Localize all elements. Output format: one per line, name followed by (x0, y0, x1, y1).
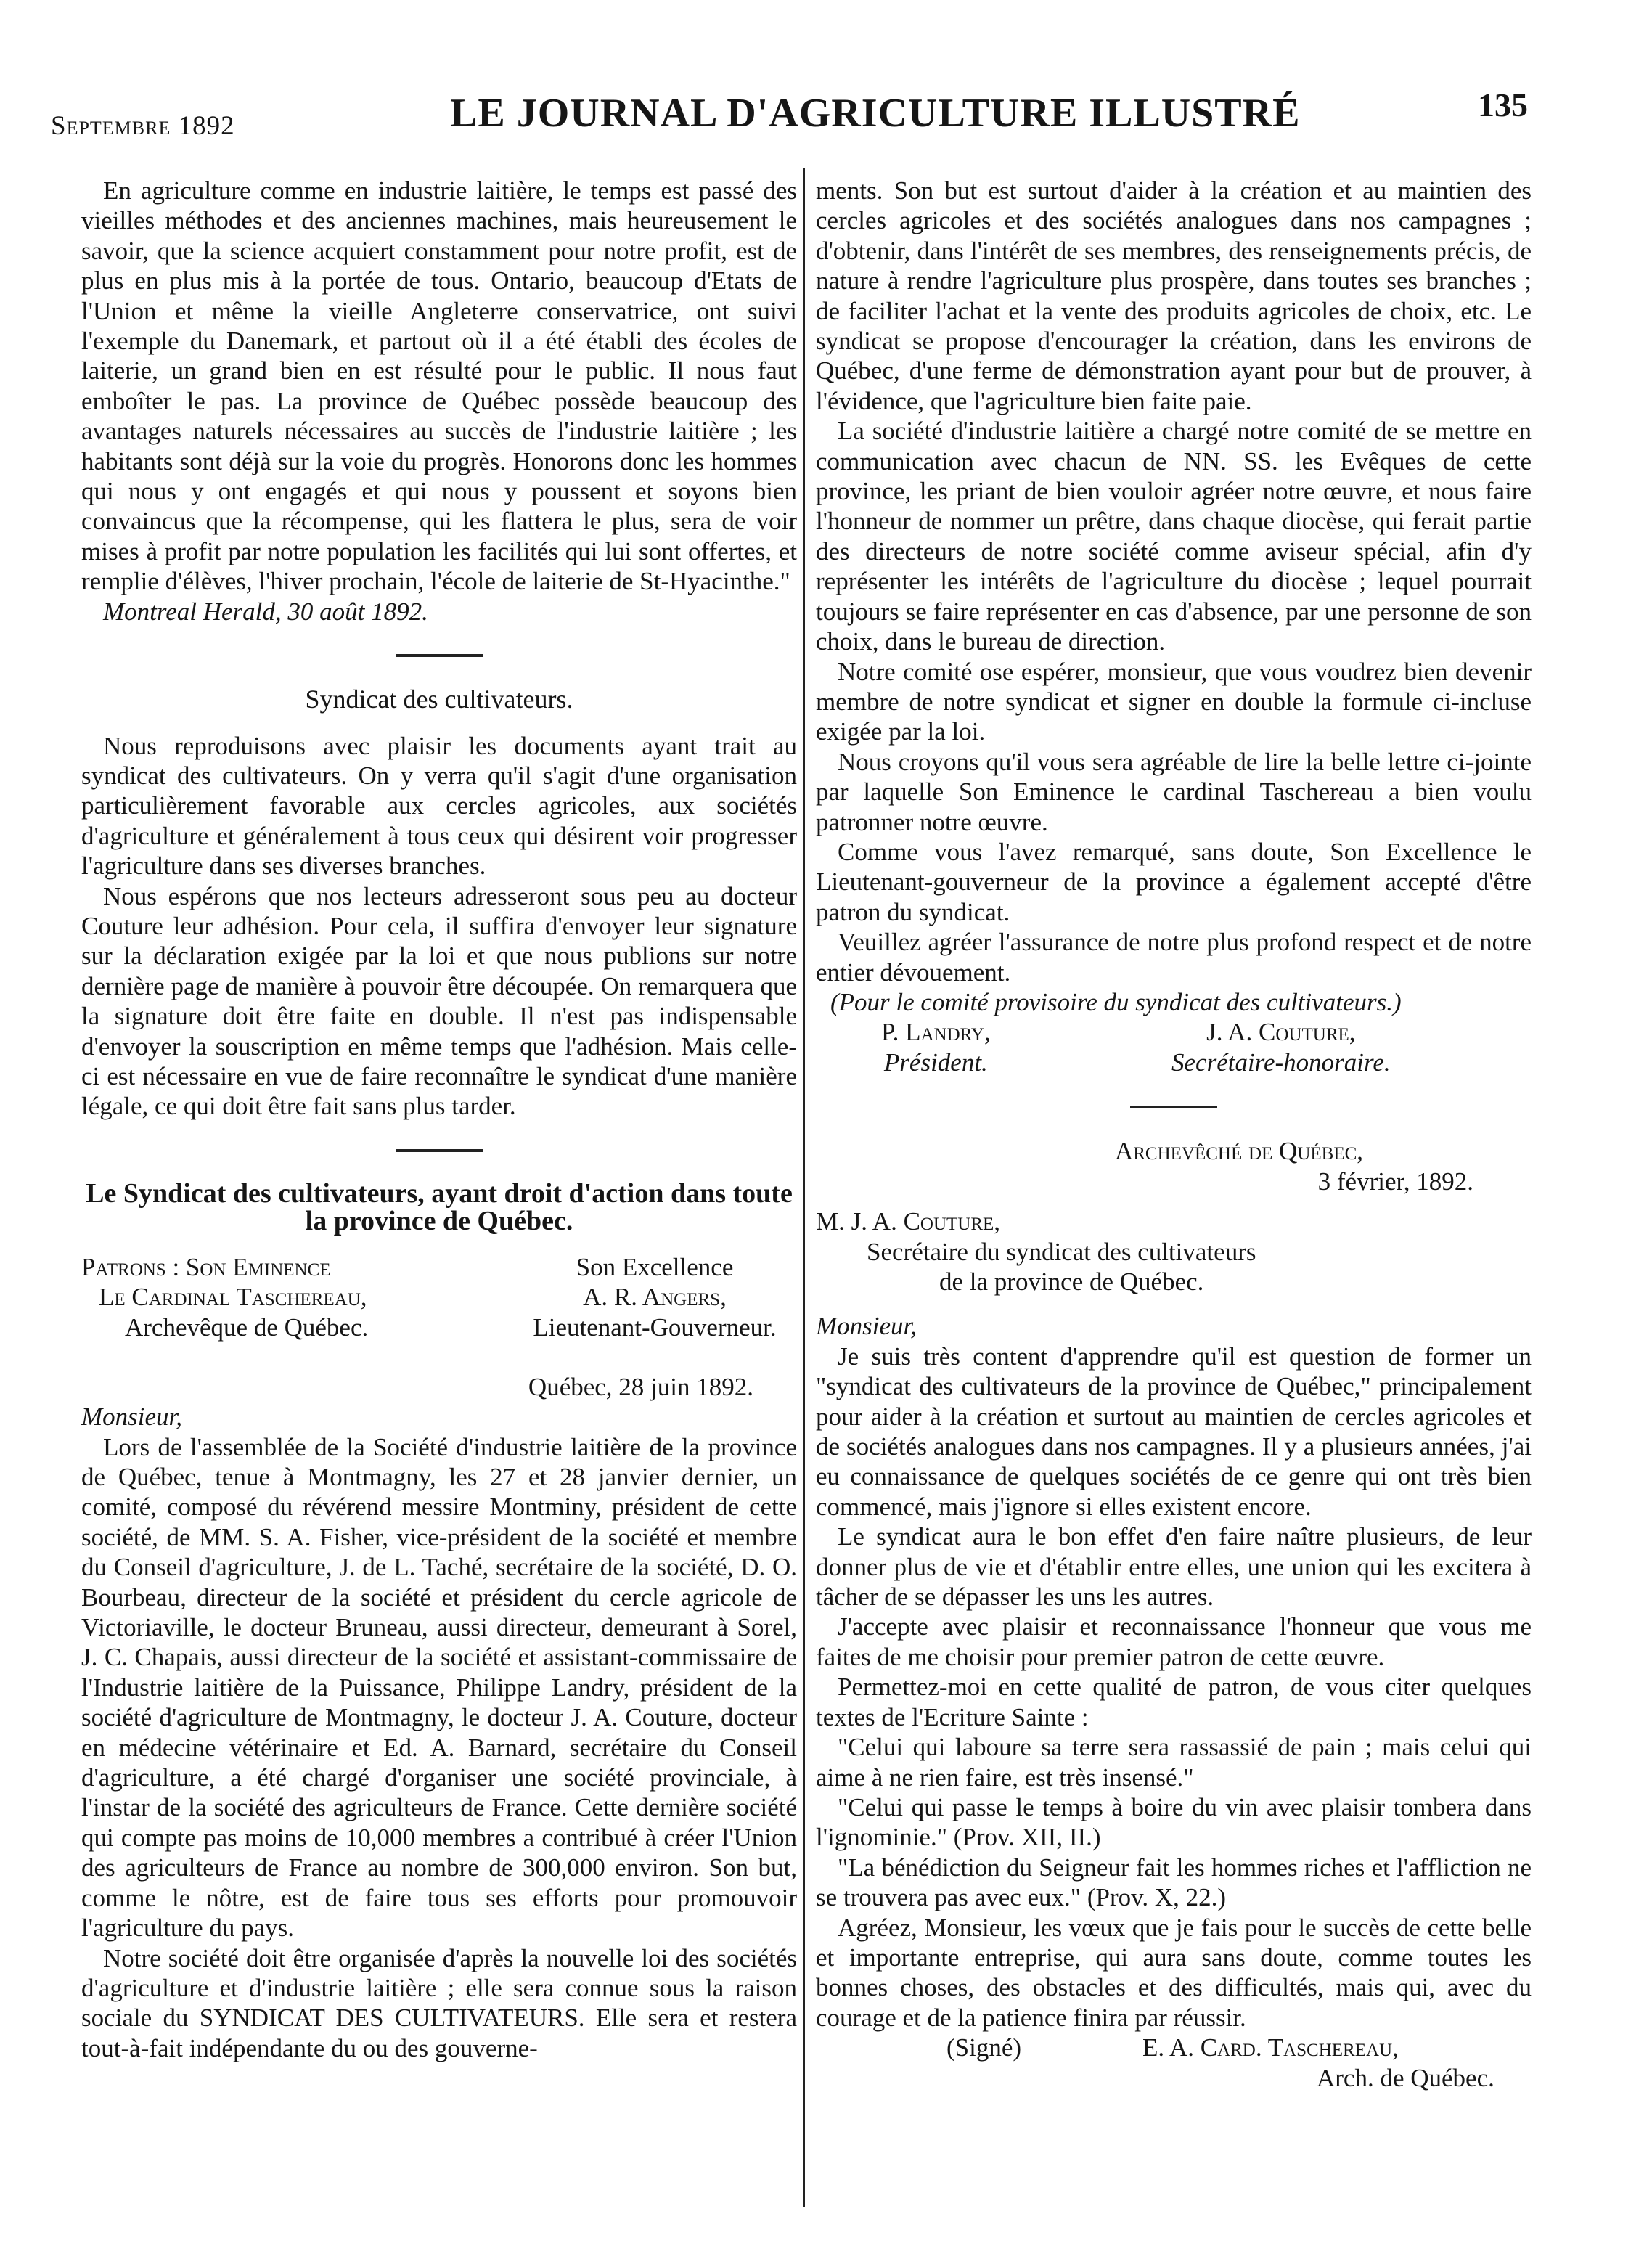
letter2-paragraph-2: Le syndicat aura le bon effet d'en faire naître plusieurs, de leur donner plus de vie et d'établir entre elles, une union qui les excitera à tâcher de se dépasser les uns les autres. (816, 1522, 1532, 1612)
continued-paragraph-5: Comme vous l'avez remarqué, sans doute, Son Excellence le Lieutenant-gouverneur de la province a également accepté d'être patron du syndicat. (816, 837, 1532, 926)
letter-paragraph-2: Notre société doit être organisée d'après la nouvelle loi des sociétés d'agriculture et d'industrie laitière ; elle sera connue sous la raison sociale du SYNDICAT DES CULTIVATEURS. Elle sera et restera tout-à-fait indépendante du ou des gouverne- (81, 1943, 797, 2062)
signer-name: E. A. Card. Taschereau, (1142, 2033, 1399, 2062)
salutation: Monsieur, (81, 1402, 183, 1432)
patron-lieutenant-governor (510, 1252, 800, 1342)
patron1-title: Archevêque de Québec. (125, 1312, 369, 1342)
patron1-name: Le Cardinal Taschereau, (99, 1283, 367, 1312)
letter2-paragraph-4: Permettez-moi en cette qualité de patron, de vous citer quelques textes de l'Ecriture Sainte : (816, 1673, 1532, 1731)
committee-line: (Pour le comité provisoire du syndicat des cultivateurs.) (830, 987, 1402, 1016)
archeveche: Archevêché de Québec, (1114, 1137, 1364, 1166)
patron2-name: A. R. Angers, (583, 1283, 727, 1312)
right-column (816, 176, 1532, 2094)
patron2-prefix: Son Excellence (576, 1252, 734, 1281)
page-number: 135 (1478, 86, 1528, 123)
intro-paragraph: En agriculture comme en industrie laitière, le temps est passé des vieilles méthodes et des anciennes machines, mais heureusement le savoir, que la science acquiert constamment pour notre profit, est de plus en plus mis à la portée de tous. Ontario, beaucoup d'Etats de l'Union et même la vieille Angleterre conservatrice, ont suivi l'exemple du Danemark, et partout où il a été établi des écoles de laiterie, un grand bien en est résulté pour le public. Il nous faut emboîter le pas. La province de Québec possède beaucoup des avantages naturels nécessaires au succès de l'industrie laitière ; les habitants sont déjà sur la voie du progrès. Honorons donc les hommes qui nous y ont engagés et qui nous y poussent et soyons bien convaincus que la récompense, qui les flattera le plus, sera de voir mises à profit par notre population les facilités qui lui sont offertes, et remplie d'élèves, l'hiver prochain, l'école de laiterie de St-Hyacinthe." (81, 176, 797, 596)
letter2-paragraph-3: J'accepte avec plaisir et reconnaissance l'honneur que vous me faites de me choisir pour premier patron de cette œuvre. (816, 1612, 1532, 1671)
syndicat-paragraph-2: Nous espérons que nos lecteurs adresseront sous peu au docteur Couture leur adhésion. Pour cela, il suffira d'envoyer leur signature sur la déclaration exigée par la loi et que nous publions sur notre dernière page de manière à pouvoir être découpée. On remarquera que la signature doit être faite en double. Il n'est pas indispensable d'envoyer la souscription en même temps que l'adhésion. Mais celle-ci est nécessaire en vue de faire reconnaître le syndicat d'une manière légale, ce qui doit être fait sans plus tarder. (81, 881, 797, 1121)
letter-paragraph-1: Lors de l'assemblée de la Société d'industrie laitière de la province de Québec, tenue à Montmagny, les 27 et 28 janvier dernier, un comité, composé du révérend messire Montminy, président de cette société, de MM. S. A. Fisher, vice-président de la société et membre du Conseil d'agriculture, J. de L. Taché, secrétaire de la société, D. O. Bourbeau, directeur de la société et président du cercle agricole de Victoriaville, le docteur Bruneau, aussi directeur, demeurant à Sorel, J. C. Chapais, aussi directeur de la société et assistant-commissaire de l'Industrie laitière de la Puissance, Philippe Landry, président de la société d'agriculture de Montmagny, le docteur J. A. Couture, docteur en médecine vétérinaire et Ed. A. Barnard, secrétaire du Conseil d'agriculture, a été chargé d'organiser une société provinciale, à l'instar de la société des agriculteurs de France. Cette dernière société qui compte pas moins de 10,000 membres a contribué à créer l'Union des agriculteurs de France au nombre de 300,000 environ. Son but, comme le nôtre, est de faire tous ses efforts pour promouvoir l'agriculture du pays. (81, 1432, 797, 1943)
addressee-line-3: de la province de Québec. (939, 1267, 1204, 1296)
secretary-title: Secrétaire-honoraire. (1171, 1048, 1391, 1077)
letter2-paragraph-1: Je suis très content d'apprendre qu'il est question de former un "syndicat des cultivateurs de la province de Québec," principalement pour aider à la création et surtout au maintien de cercles agricoles et de sociétés analogues dans nos campagnes. Il y a plusieurs années, j'ai eu connaissance de quelques sociétés de ce genre qui ont très bien commencé, mais j'ignore si elles existent encore. (816, 1342, 1532, 1521)
president-title: Président. (883, 1048, 988, 1077)
continued-paragraph-6: Veuillez agréer l'assurance de notre plus profond respect et de notre entier dévouement. (816, 928, 1532, 987)
continued-paragraph-4: Nous croyons qu'il vous sera agréable de lire la belle lettre ci-jointe par laquelle Son Eminence le cardinal Taschereau a bien voulu patronner notre œuvre. (816, 747, 1532, 836)
signature-president (881, 1017, 991, 1077)
journal-title: LE JOURNAL D'AGRICULTURE ILLUSTRÉ (450, 91, 1301, 136)
scripture-quote-2: "Celui qui passe le temps à boire du vin avec plaisir tombera dans l'ignominie." (Prov. XII, II.) (816, 1792, 1532, 1852)
citation: Montreal Herald, 30 août 1892. (103, 597, 428, 626)
section-title: Syndicat des cultivateurs. (305, 685, 573, 714)
secretary-name: J. A. Couture, (1206, 1018, 1356, 1047)
continued-paragraph-1: ments. Son but est surtout d'aider à la création et au maintien des cercles agricoles et des sociétés analogues dans nos campagnes ; d'obtenir, dans l'intérêt de ses membres, des renseignements précis, de nature à rendre l'agriculture plus prospère, dans toutes ses branches ; de faciliter l'achat et la vente des produits agricoles de choix, etc. Le syndicat se propose d'encourager la création, dans les environs de Québec, d'une ferme de démonstration ayant pour but de prouver, à l'évidence, que l'agriculture bien faite paie. (816, 176, 1532, 415)
issue-date: Septembre 1892 (51, 111, 235, 141)
signer-title: Arch. de Québec. (1317, 2064, 1494, 2093)
archeveche-date: 3 février, 1892. (1317, 1167, 1473, 1196)
signature-secretary (1171, 1017, 1391, 1077)
salutation-2: Monsieur, (816, 1312, 917, 1341)
syndicat-paragraph-1: Nous reproduisons avec plaisir les documents ayant trait au syndicat des cultivateurs. On y verra qu'il s'agit d'une organisation particulièrement favorable aux cercles agricoles, aux sociétés d'agriculture et généralement à tous ceux qui désirent voir progresser l'agriculture dans ses diverses branches. (81, 731, 797, 881)
signed-label: (Signé) (946, 2033, 1022, 2062)
patrons-label: Patrons : Son Eminence (81, 1252, 331, 1281)
scripture-quote-3: "La bénédiction du Seigneur fait les hommes riches et l'affliction ne se trouvera pas avec eux." (Prov. X, 22.) (816, 1853, 1532, 1912)
section-separator (396, 1149, 483, 1152)
cardinal-signature (816, 2033, 1532, 2094)
syndicat-heading: Le Syndicat des cultivateurs, ayant droit d'action dans toute la province de Québec. (86, 1177, 793, 1236)
left-column (81, 176, 797, 2063)
president-name: P. Landry, (881, 1018, 991, 1047)
patron2-title: Lieutenant-Gouverneur. (533, 1312, 777, 1342)
committee-signatures (816, 1017, 1532, 1078)
column-divider (803, 168, 805, 2207)
dateline: Québec, 28 juin 1892. (528, 1372, 753, 1401)
section-separator (396, 654, 483, 657)
page-header (0, 78, 1652, 141)
addressee-line-2: Secrétaire du syndicat des cultivateurs (867, 1237, 1256, 1266)
section-separator (1130, 1106, 1217, 1108)
letter2-paragraph-5: Agréez, Monsieur, les vœux que je fais pour le succès de cette belle et importante entreprise, qui aura sans doute, comme toutes les bonnes choses, des obstacles et des difficultés, mais qui, avec du courage et de la patience finira par réussir. (816, 1913, 1532, 2032)
patron-cardinal (81, 1252, 488, 1342)
scripture-quote-1: "Celui qui laboure sa terre sera rassassié de pain ; mais celui qui aime à ne rien faire, est très insensé." (816, 1733, 1532, 1792)
patrons-block (81, 1252, 797, 1372)
continued-paragraph-3: Notre comité ose espérer, monsieur, que vous voudrez bien devenir membre de notre syndicat et signer en double la formule ci-incluse exigée par la loi. (816, 657, 1532, 746)
addressee-name: M. J. A. Couture, (816, 1207, 1001, 1236)
continued-paragraph-2: La société d'industrie laitière a chargé notre comité de se mettre en communication avec chacun de NN. SS. les Evêques de cette province, les priant de bien vouloir agréer notre œuvre, et nous faire l'honneur de nommer un prêtre, dans chaque diocèse, qui ferait partie des directeurs de notre société comme aviseur spécial, afin d'y représenter les intérêts de l'agriculture du diocèse ; lequel pourrait toujours se faire représenter en cas d'absence, par une personne de son choix, dans le bureau de direction. (816, 417, 1532, 656)
